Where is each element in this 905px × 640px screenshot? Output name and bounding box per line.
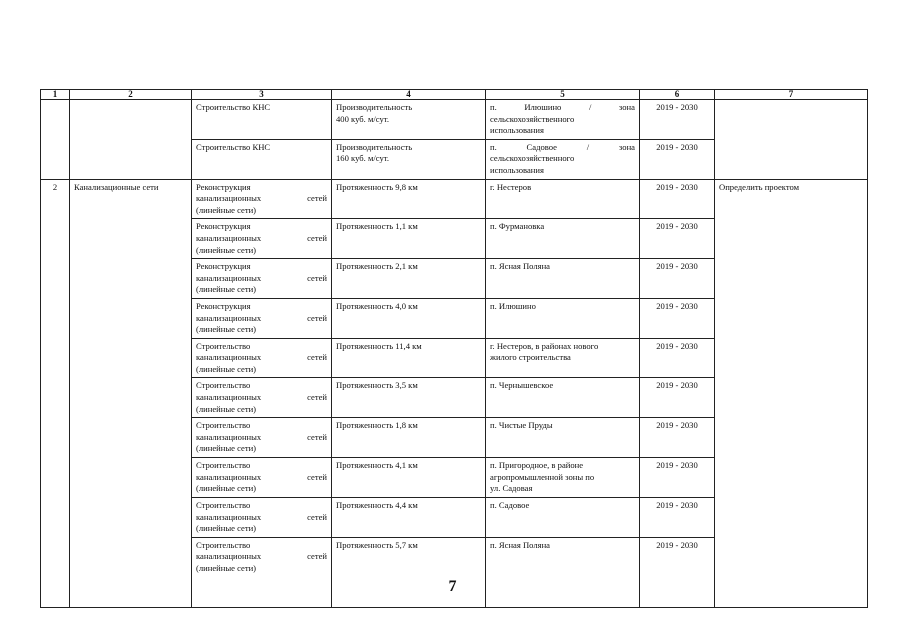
cell-name <box>70 100 192 180</box>
cell-name: Канализационные сети <box>70 179 192 607</box>
cell-location <box>486 219 640 259</box>
justified-word: / <box>586 141 590 152</box>
justified-line <box>196 352 327 364</box>
cell-period: 2019 - 2030 <box>640 537 715 607</box>
justified-word: зона <box>618 102 635 112</box>
justified-line <box>196 233 327 245</box>
cell-line: Реконструкция <box>196 261 251 272</box>
cell-line: жилого строительства <box>490 352 571 363</box>
cell-work <box>192 498 332 538</box>
cell-line: Производительность <box>336 102 413 112</box>
cell-work <box>192 219 332 259</box>
cell-line: (линейные сети) <box>196 284 257 295</box>
cell-period: 2019 - 2030 <box>640 378 715 418</box>
cell-param: Протяженность 2,1 км <box>332 259 486 299</box>
cell-period: 2019 - 2030 <box>640 338 715 378</box>
justified-word: сетей <box>307 312 327 323</box>
cell-line: Строительство <box>196 340 251 351</box>
cell-line: г. Нестеров <box>490 181 532 192</box>
justified-word: канализационных <box>196 392 262 403</box>
justified-line <box>196 432 327 444</box>
cell-line: п. Илюшино <box>490 300 536 311</box>
cell-line: Производительность <box>336 141 413 152</box>
justified-word: сетей <box>307 352 327 363</box>
cell-param: Протяженность 4,1 км <box>332 458 486 498</box>
cell-location <box>486 179 640 219</box>
cell-param <box>332 100 486 140</box>
justified-word: сетей <box>307 551 327 562</box>
justified-word: канализационных <box>196 431 262 442</box>
cell-work <box>192 537 332 607</box>
cell-number <box>41 100 70 180</box>
column-number: 5 <box>486 90 640 100</box>
cell-line: п. Ясная Поляна <box>490 261 551 272</box>
justified-word: сетей <box>307 193 327 204</box>
table-row <box>41 100 868 140</box>
cell-param: Протяженность 1,8 км <box>332 418 486 458</box>
cell-location <box>486 418 640 458</box>
cell-line: сельскохозяйственного <box>490 153 575 164</box>
justified-word: п. <box>490 102 497 112</box>
cell-period: 2019 - 2030 <box>640 298 715 338</box>
cell-work <box>192 418 332 458</box>
cell-line: Реконструкция <box>196 181 251 192</box>
justified-line <box>196 392 327 404</box>
column-number: 3 <box>192 90 332 100</box>
cell-period: 2019 - 2030 <box>640 418 715 458</box>
justified-line <box>490 102 635 114</box>
cell-line: использования <box>490 164 544 175</box>
cell-period: 2019 - 2030 <box>640 458 715 498</box>
justified-line <box>196 273 327 285</box>
cell-line: Реконструкция <box>196 300 251 311</box>
cell-note: Определить проектом <box>715 179 868 607</box>
cell-line: Строительство <box>196 420 251 431</box>
justified-line <box>196 472 327 484</box>
column-number: 6 <box>640 90 715 100</box>
cell-line: Строительство <box>196 539 251 550</box>
cell-note <box>715 100 868 180</box>
cell-line: Строительство <box>196 460 251 471</box>
cell-param: Протяженность 5,7 км <box>332 537 486 607</box>
justified-word: канализационных <box>196 312 262 323</box>
cell-param: Протяженность 11,4 км <box>332 338 486 378</box>
justified-line <box>196 551 327 563</box>
cell-line: (линейные сети) <box>196 563 257 573</box>
cell-line: (линейные сети) <box>196 363 257 374</box>
cell-line: Строительство <box>196 500 251 511</box>
cell-line: (линейные сети) <box>196 324 257 335</box>
cell-work <box>192 259 332 299</box>
justified-line <box>196 512 327 524</box>
cell-line: Строительство КНС <box>196 102 271 112</box>
justified-word: Садовое <box>526 141 557 152</box>
justified-word: канализационных <box>196 352 262 363</box>
justified-word: сетей <box>307 511 327 522</box>
justified-word: канализационных <box>196 551 262 562</box>
cell-period: 2019 - 2030 <box>640 259 715 299</box>
justified-word: / <box>588 102 592 112</box>
table-row <box>41 179 868 219</box>
page-number: 7 <box>448 578 457 595</box>
column-number: 7 <box>715 90 868 100</box>
justified-word: канализационных <box>196 193 262 204</box>
cell-location <box>486 537 640 607</box>
justified-word: сетей <box>307 431 327 442</box>
cell-line: 160 куб. м/сут. <box>336 153 390 164</box>
cell-location <box>486 298 640 338</box>
table-body <box>41 100 868 608</box>
cell-line: ул. Садовая <box>490 483 533 494</box>
cell-line: п. Ясная Поляна <box>490 539 551 550</box>
cell-line: (линейные сети) <box>196 403 257 414</box>
cell-line: сельскохозяйственного <box>490 113 575 124</box>
justified-word: канализационных <box>196 511 262 522</box>
cell-location <box>486 458 640 498</box>
cell-line: использования <box>490 125 544 136</box>
cell-period: 2019 - 2030 <box>640 498 715 538</box>
cell-work <box>192 338 332 378</box>
cell-line: (линейные сети) <box>196 244 257 255</box>
cell-line: (линейные сети) <box>196 204 257 215</box>
column-number: 2 <box>70 90 192 100</box>
cell-work <box>192 298 332 338</box>
cell-location <box>486 100 640 140</box>
cell-location <box>486 498 640 538</box>
cell-line: п. Чистые Пруды <box>490 420 553 431</box>
justified-word: канализационных <box>196 272 262 283</box>
justified-word: сетей <box>307 272 327 283</box>
cell-period: 2019 - 2030 <box>640 139 715 179</box>
cell-work <box>192 100 332 140</box>
cell-param: Протяженность 1,1 км <box>332 219 486 259</box>
cell-line: агропромышленной зоны по <box>490 471 595 482</box>
cell-number: 2 <box>41 179 70 607</box>
cell-work <box>192 139 332 179</box>
justified-word: канализационных <box>196 471 262 482</box>
cell-period: 2019 - 2030 <box>640 219 715 259</box>
cell-line: Строительство <box>196 380 251 391</box>
column-number-row <box>41 90 868 100</box>
cell-line: г. Нестеров, в районах нового <box>490 340 599 351</box>
justified-line <box>196 193 327 205</box>
cell-param: Протяженность 4,0 км <box>332 298 486 338</box>
cell-line: п. Пригородное, в районе <box>490 460 584 471</box>
justified-word: п. <box>490 141 497 152</box>
cell-line: Строительство КНС <box>196 141 271 152</box>
cell-work <box>192 458 332 498</box>
justified-word: сетей <box>307 471 327 482</box>
cell-line: (линейные сети) <box>196 443 257 454</box>
cell-period: 2019 - 2030 <box>640 179 715 219</box>
justified-line <box>196 313 327 325</box>
cell-line: (линейные сети) <box>196 523 257 534</box>
cell-param <box>332 139 486 179</box>
planning-table <box>40 89 868 608</box>
justified-word: канализационных <box>196 232 262 243</box>
cell-line: Реконструкция <box>196 221 251 232</box>
justified-word: зона <box>618 141 635 152</box>
justified-word: сетей <box>307 232 327 243</box>
cell-work <box>192 378 332 418</box>
cell-line: п. Чернышевское <box>490 380 554 391</box>
cell-location <box>486 338 640 378</box>
justified-line <box>490 142 635 154</box>
cell-param: Протяженность 4,4 км <box>332 498 486 538</box>
column-number: 1 <box>41 90 70 100</box>
cell-param: Протяженность 3,5 км <box>332 378 486 418</box>
cell-location <box>486 259 640 299</box>
cell-work <box>192 179 332 219</box>
cell-line: п. Садовое <box>490 500 530 511</box>
justified-word: Илюшино <box>524 102 562 112</box>
justified-word: сетей <box>307 392 327 403</box>
cell-param: Протяженность 9,8 км <box>332 179 486 219</box>
cell-line: (линейные сети) <box>196 483 257 494</box>
cell-line: п. Фурмановка <box>490 221 545 232</box>
cell-location <box>486 378 640 418</box>
cell-line: 400 куб. м/сут. <box>336 113 390 124</box>
cell-location <box>486 139 640 179</box>
cell-period: 2019 - 2030 <box>640 100 715 140</box>
column-number: 4 <box>332 90 486 100</box>
